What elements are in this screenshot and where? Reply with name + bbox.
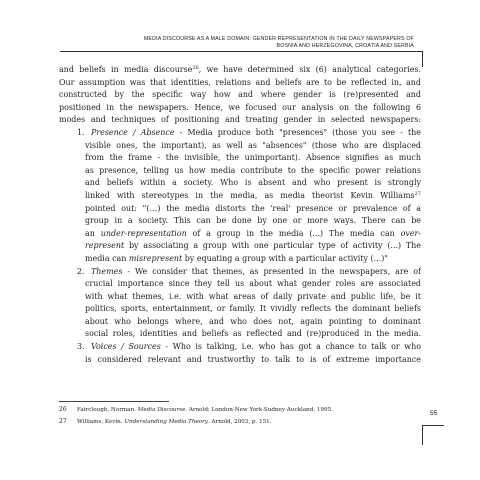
body-line: visible ones, the important), as well as "absences" (those who are displaced — [85, 140, 421, 150]
body-text — [59, 64, 421, 366]
item-title: Presence / Absence — [91, 127, 175, 137]
footnote-rule — [59, 401, 169, 402]
body-line: media can misrepresent by equating a group with a particular activity (...)" — [85, 253, 388, 263]
body-line: about who belongs where, and who does not, again pointing to dominant — [85, 316, 421, 326]
body-line: and beliefs in media discourse$^{26}$, we have determined six (6) analytical categories. — [59, 65, 421, 74]
body-line: politics, sports, entertainment, or family. It vividly reflects the dominant beliefs — [85, 304, 421, 314]
footnotes — [59, 404, 399, 429]
body-line: an under-representation of a group in the media (...) The media can over- — [85, 228, 421, 238]
body-line: as presence, telling us how media contribute to the specific power relations — [85, 165, 421, 175]
footnote-26: 26 Fairclough, Norman. Media Discourse. Arnold: London-New York-Sudney-Auckland, 1995. — [59, 406, 333, 413]
list-item-voices-sources: 3. Voices / Sources - Who is talking, i.e. who has got a chance to talk or who — [77, 342, 421, 352]
body-line: social roles, identities and beliefs as reflected and (re)produced in the media. — [85, 329, 421, 339]
body-line: crucial importance since they tell us about what gender roles are associated — [85, 279, 421, 289]
body-line: modes and techniques of positioning and treating gender in selected newspapers: — [59, 115, 421, 125]
body-line: and beliefs within a society. Who is absent and who present is strongly — [85, 178, 421, 188]
body-line: pointed out: "(…) the media distorts the 'real' presence or prevalence of a — [85, 203, 421, 213]
body-line: linked with stereotypes in the media, as media theorist Kevin Williams$^{27}$ — [85, 190, 421, 200]
footnote-ref-26[interactable]: 26 — [192, 65, 199, 71]
body-line: positioned in the newspapers. Hence, we focused our analysis on the following 6 — [59, 102, 421, 112]
running-header-line-2: BOSNIA AND HERZEGOVINA, CROATIA AND SERBIA — [276, 43, 414, 50]
body-line: with what themes, i.e. with what areas of daily private and public life, be it — [85, 291, 421, 301]
item-title: Themes — [91, 266, 123, 276]
running-header-line-1: MEDIA DISCOURSE AS A MALE DOMAIN: GENDER REPRESENTATION IN THE DAILY NEWSPAPERS OF — [143, 36, 414, 42]
page-number: 55 — [430, 410, 438, 417]
body-line: is considered relevant and trustworthy to talk to is of extreme importance — [85, 354, 421, 364]
footnote-ref-27[interactable]: 27 — [414, 190, 421, 197]
body-line: from the frame - the invisible, the unimportant). Absence signifies as much — [85, 153, 421, 163]
list-item-themes: 2. Themes - We consider that themes, as presented in the newspapers, are of — [77, 266, 421, 276]
body-line: group in a society. This can be done by one or more ways. There can be — [85, 216, 421, 226]
body-line: constructed by the specific way how and where gender is (re)presented and — [59, 90, 421, 100]
item-title: Voices / Sources — [91, 342, 161, 352]
footnote-27: 27 Williams, Kevin. Understanding Media Theory. Arnold, 2003, p. 151. — [59, 418, 272, 426]
page-corner-rule-vertical — [422, 425, 423, 445]
list-item-presence-absence: 1. Presence / Absence - Media produce both "presences" (those you see - the — [77, 127, 421, 137]
header-rule — [60, 51, 423, 52]
running-header — [54, 36, 414, 51]
page-corner-rule-horizontal — [422, 425, 444, 426]
body-line: represent by associating a group with one particular type of activity (...) The — [85, 241, 421, 251]
header-corner-tick — [422, 51, 423, 67]
body-line: Our assumption was that identities, relations and beliefs are to be reflected in, and — [59, 77, 421, 87]
